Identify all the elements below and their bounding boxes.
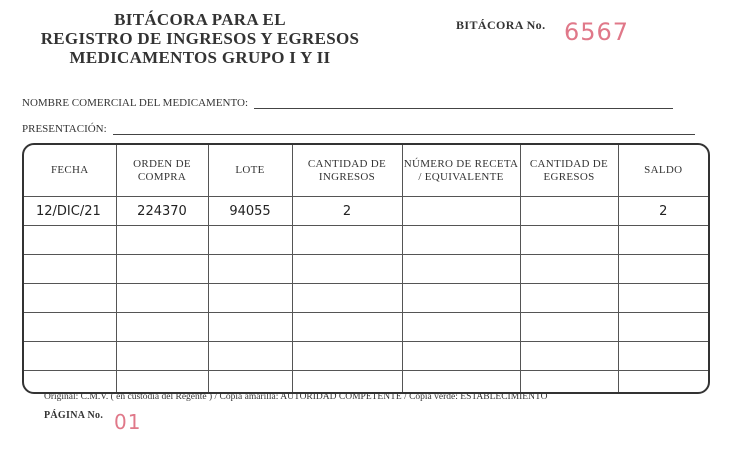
table-header-row	[24, 145, 708, 197]
column-header-orden-de-compra: ORDEN DE COMPRA	[116, 145, 208, 197]
registro-table	[24, 145, 708, 394]
table-cell[interactable]	[208, 371, 292, 395]
table-cell[interactable]	[520, 342, 618, 371]
table-cell[interactable]	[116, 226, 208, 255]
table-cell[interactable]	[292, 371, 402, 395]
table-cell[interactable]	[208, 255, 292, 284]
table-cell-receta[interactable]	[402, 197, 520, 226]
table-cell[interactable]	[24, 255, 116, 284]
table-row	[24, 342, 708, 371]
table-cell[interactable]	[24, 342, 116, 371]
page-number: 01	[114, 410, 142, 434]
table-cell[interactable]	[618, 255, 708, 284]
folio-label: BITÁCORA No.	[456, 18, 546, 32]
table-cell[interactable]	[402, 313, 520, 342]
table-cell[interactable]	[116, 313, 208, 342]
column-header-cantidad-egresos: CANTIDAD DE EGRESOS	[520, 145, 618, 197]
table-cell[interactable]	[520, 255, 618, 284]
table-cell[interactable]	[208, 226, 292, 255]
table-cell[interactable]	[24, 371, 116, 395]
title-line-2: REGISTRO DE INGRESOS Y EGRESOS	[40, 29, 360, 48]
table-cell[interactable]	[618, 371, 708, 395]
table-cell[interactable]	[292, 255, 402, 284]
column-header-fecha: FECHA	[24, 145, 116, 197]
nombre-comercial-input-line[interactable]	[254, 97, 673, 109]
table-cell[interactable]	[618, 342, 708, 371]
presentacion-input-line[interactable]	[113, 123, 695, 135]
table-cell[interactable]	[292, 226, 402, 255]
table-row	[24, 371, 708, 395]
table-cell[interactable]	[618, 284, 708, 313]
table-cell[interactable]	[292, 342, 402, 371]
table-cell[interactable]	[402, 284, 520, 313]
table-cell[interactable]	[116, 342, 208, 371]
table-row	[24, 284, 708, 313]
table-cell[interactable]	[24, 226, 116, 255]
table-cell-egresos[interactable]	[520, 197, 618, 226]
table-cell[interactable]	[116, 284, 208, 313]
table-row	[24, 197, 708, 226]
table-row	[24, 313, 708, 342]
table-cell[interactable]	[402, 342, 520, 371]
presentacion-field	[22, 123, 695, 135]
page-label: PÁGINA No.	[44, 410, 104, 421]
table-cell-saldo[interactable]: 2	[618, 197, 708, 226]
table-cell[interactable]	[618, 313, 708, 342]
table-cell[interactable]	[208, 342, 292, 371]
table-cell[interactable]	[116, 255, 208, 284]
table-cell-lote[interactable]: 94055	[208, 197, 292, 226]
table-cell[interactable]	[292, 284, 402, 313]
table-row	[24, 255, 708, 284]
table-cell[interactable]	[24, 284, 116, 313]
table-cell[interactable]	[520, 284, 618, 313]
form-title	[20, 10, 380, 67]
folio-number: 6567	[564, 18, 630, 46]
table-cell[interactable]	[292, 313, 402, 342]
table-cell[interactable]	[208, 284, 292, 313]
title-line-1: BITÁCORA PARA EL	[114, 10, 286, 29]
table-cell[interactable]	[402, 255, 520, 284]
column-header-lote: LOTE	[208, 145, 292, 197]
title-line-3: MEDICAMENTOS GRUPO I Y II	[69, 48, 331, 67]
table-cell-ingresos[interactable]: 2	[292, 197, 402, 226]
table-cell[interactable]	[520, 371, 618, 395]
table-cell[interactable]	[402, 371, 520, 395]
table-cell[interactable]	[208, 313, 292, 342]
column-header-cantidad-ingresos: CANTIDAD DE INGRESOS	[292, 145, 402, 197]
nombre-comercial-label: NOMBRE COMERCIAL DEL MEDICAMENTO:	[22, 97, 249, 109]
registro-table-frame	[22, 143, 710, 394]
presentacion-label: PRESENTACIÓN:	[22, 123, 107, 135]
table-cell[interactable]	[24, 313, 116, 342]
table-cell[interactable]	[520, 313, 618, 342]
table-cell-fecha[interactable]: 12/DIC/21	[24, 197, 116, 226]
table-cell[interactable]	[618, 226, 708, 255]
table-cell-orden[interactable]: 224370	[116, 197, 208, 226]
column-header-saldo: SALDO	[618, 145, 708, 197]
nombre-comercial-field	[22, 97, 673, 109]
table-row	[24, 226, 708, 255]
table-cell[interactable]	[116, 371, 208, 395]
column-header-numero-receta: NÚMERO DE RECETA / EQUIVALENTE	[402, 145, 520, 197]
table-cell[interactable]	[402, 226, 520, 255]
copy-distribution-note: Original: C.M.V. ( en custodia del Regente ) / Copia amarilla: AUTORIDAD COMPETENTE / Copia verde: ESTABLECIMIENTO	[44, 392, 548, 402]
table-cell[interactable]	[520, 226, 618, 255]
